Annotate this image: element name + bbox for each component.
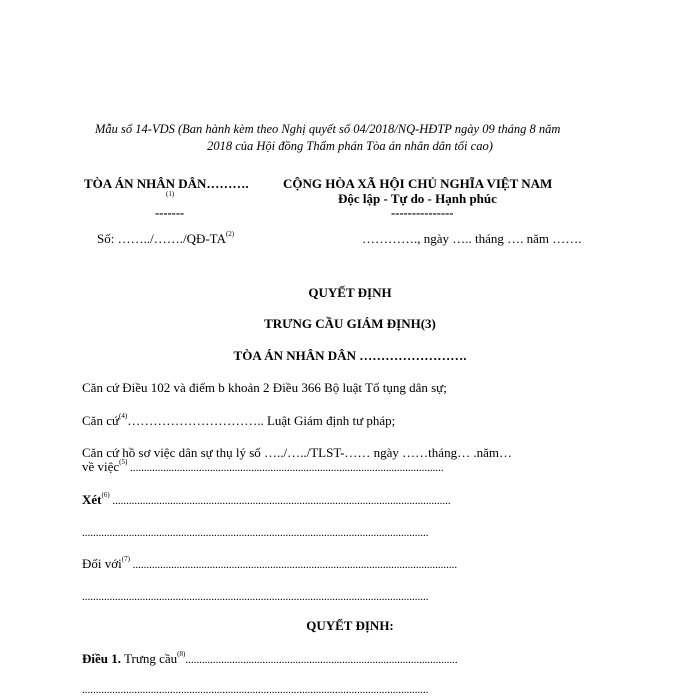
republic-divider: --------------- [391,206,454,220]
court-name: TÒA ÁN NHÂN DÂN………. [84,176,249,191]
republic-motto: Độc lập - Tự do - Hạnh phúc [338,191,497,206]
decision-heading: QUYẾT ĐỊNH: [306,618,394,633]
form-note-line2: 2018 của Hội đồng Thẩm phán Tòa án nhân dân tối cao) [207,139,493,153]
decision-number: Số: ……../……./QĐ-TA$^{(2)}$ [97,230,235,246]
consider-dots-line2: .............................................................................................................................. [82,527,429,539]
article-1-dots-line2: .............................................................................................................................. [82,684,429,696]
consider-line: Xét$^{(6)}$ ........................................................................................................................... [82,491,451,507]
basis-3-line1: Căn cứ hồ sơ việc dân sự thụ lý số …../…../TLST-…… ngày ……tháng… .năm… [82,445,512,460]
decision-subtitle: TRƯNG CẦU GIÁM ĐỊNH(3) [264,316,436,331]
regarding-line: Đối với$^{(7)}$ ...................................................................................................................... [82,555,458,571]
basis-3-note: (5) [119,458,128,466]
form-note-line1: Mẫu số 14-VDS (Ban hành kèm theo Nghị quyết số 04/2018/NQ-HĐTP ngày 09 tháng 8 năm [95,122,561,136]
court-divider: ------- [155,206,185,220]
basis-1: Căn cứ Điều 102 và điểm b khoản 2 Điều 366 Bộ luật Tố tụng dân sự; [82,380,447,395]
decision-number-note: (2) [225,230,235,238]
article-1-note: (8) [177,650,186,658]
issuing-court: TÒA ÁN NHÂN DÂN ……………………. [233,348,467,363]
date-line: …………., ngày ….. tháng …. năm ……. [362,231,582,246]
basis-2-note: (4) [119,412,128,420]
basis-2: Căn cứ$^{(4)}$………………………….. Luật Giám định tư pháp; [82,412,396,428]
article-1-line: Điều 1. Trưng cầu$^{(8)}$................................................................................................... [82,650,458,666]
regarding-note: (7) [121,555,130,563]
decision-title: QUYẾT ĐỊNH [308,285,392,300]
court-name-note: (1) [166,190,175,198]
consider-note: (6) [101,491,110,499]
republic-name: CỘNG HÒA XÃ HỘI CHỦ NGHĨA VIỆT NAM [283,176,553,191]
basis-3-line2: về việc$^{(5)}$ .................................................................................................................. [82,458,444,474]
regarding-dots-line2: .............................................................................................................................. [82,591,429,603]
